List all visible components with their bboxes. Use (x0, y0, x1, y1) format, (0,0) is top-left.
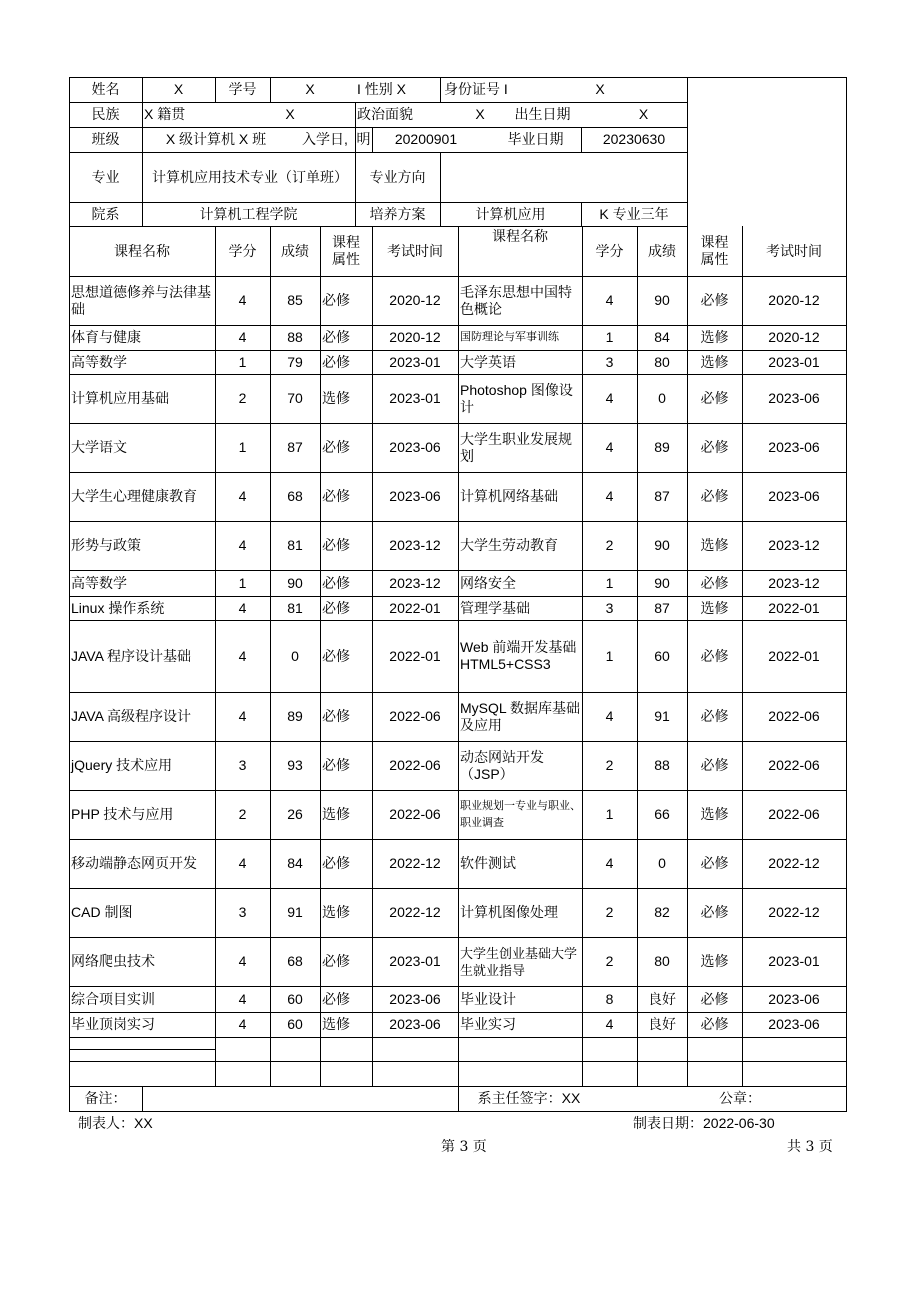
exam-time-header: 考试时间 (387, 242, 443, 259)
course-score: 79 (287, 353, 303, 370)
course-exam-time: 2020-12 (389, 292, 441, 308)
course-exam-time: 2022-06 (768, 806, 820, 822)
course-exam-time: 2022-12 (768, 855, 820, 871)
course-credit: 4 (605, 439, 614, 455)
id-card-label: 身份证号 I (444, 81, 508, 97)
page-number: 第 3 页 (441, 1139, 487, 1155)
course-exam-time: 2022-12 (389, 904, 441, 920)
course-type: 必修 (700, 708, 729, 724)
course-score: 84 (654, 329, 670, 345)
birth-date-value: X (638, 106, 649, 122)
course-type: 必修 (700, 292, 729, 308)
course-credit: 1 (605, 329, 614, 345)
course-score: 66 (654, 806, 670, 822)
course-exam-time: 2023-01 (768, 953, 820, 969)
exam-time-header: 考试时间 (766, 242, 822, 259)
course-type: 选修 (322, 806, 350, 822)
course-type: 选修 (700, 599, 729, 616)
transcript-table (69, 77, 847, 1112)
course-type: 必修 (700, 439, 729, 455)
course-type-header: 课程属性 (700, 234, 729, 267)
course-credit: 1 (605, 574, 614, 591)
course-exam-time: 2023-01 (389, 953, 441, 969)
direction-value (440, 152, 687, 202)
course-exam-time: 2022-01 (389, 599, 441, 616)
course-credit: 4 (238, 329, 247, 345)
course-type: 选修 (322, 904, 350, 920)
course-credit: 1 (605, 806, 614, 822)
signature-label: 系主任签字：XX (477, 1090, 581, 1106)
course-type: 选修 (700, 953, 729, 969)
course-exam-time: 2022-06 (389, 757, 441, 773)
course-exam-time: 2023-12 (389, 537, 441, 553)
course-credit: 4 (605, 708, 614, 724)
info-col-line (440, 77, 441, 102)
course-exam-time: 2023-01 (768, 353, 820, 370)
score-header: 成绩 (648, 242, 676, 259)
course-name: JAVA 程序设计基础 (71, 647, 192, 664)
course-type-header: 课程属性 (332, 234, 360, 267)
course-credit: 4 (238, 292, 247, 308)
course-score: 87 (654, 488, 670, 504)
course-credit: 8 (605, 990, 614, 1007)
course-score: 60 (654, 647, 670, 664)
course-credit: 4 (605, 292, 614, 308)
course-score: 90 (654, 292, 670, 308)
info-right-line (687, 77, 688, 226)
course-name: 国防理论与军事训练 (460, 331, 559, 343)
course-credit: 2 (605, 537, 614, 553)
course-name: 形势与政策 (71, 537, 141, 553)
course-name: 大学英语 (460, 353, 516, 370)
id-card-value: X (595, 81, 605, 97)
course-type: 必修 (322, 708, 350, 724)
course-name: 毕业顶岗实习 (71, 1016, 155, 1032)
course-credit: 2 (238, 390, 247, 406)
course-name: 大学语文 (71, 439, 127, 455)
course-type: 必修 (700, 990, 729, 1007)
enroll-date-label-tail: 明 (356, 131, 371, 147)
course-credit: 4 (605, 1016, 614, 1032)
course-type: 必修 (322, 574, 350, 591)
course-exam-time: 2022-01 (768, 599, 820, 616)
course-type: 必修 (322, 329, 350, 345)
course-exam-time: 2020-12 (768, 292, 820, 308)
course-type: 必修 (322, 953, 350, 969)
course-credit: 1 (238, 574, 247, 591)
course-score: 87 (654, 599, 670, 616)
course-name: Photoshop 图像设计 (460, 381, 573, 415)
credit-header: 学分 (595, 242, 624, 259)
native-place-value: X (285, 106, 295, 122)
course-score: 82 (654, 904, 670, 920)
course-credit: 1 (238, 353, 247, 370)
course-type: 必修 (700, 647, 729, 664)
plan-value-tail: K 专业三年 (599, 205, 669, 222)
political-label: 政治面貌 (357, 106, 413, 122)
course-score: 88 (654, 757, 670, 773)
course-name: 计算机图像处理 (460, 904, 558, 920)
course-type: 必修 (322, 855, 350, 871)
course-exam-time: 2022-01 (389, 647, 441, 664)
student-id-value: X (305, 81, 315, 97)
course-type: 必修 (322, 292, 350, 308)
course-name: Linux 操作系统 (71, 599, 165, 616)
course-name: 体育与健康 (71, 329, 141, 345)
course-credit: 4 (238, 599, 247, 616)
course-credit: 4 (238, 708, 247, 724)
course-name: 大学生创业基础大学生就业指导 (460, 945, 578, 978)
course-score: 90 (654, 537, 670, 553)
course-type: 选修 (700, 806, 729, 822)
course-score: 88 (287, 329, 303, 345)
course-exam-time: 2022-06 (389, 806, 441, 822)
ethnic-label: 民族 (91, 106, 120, 122)
course-score: 60 (287, 1016, 303, 1032)
course-name: 毕业设计 (460, 990, 516, 1007)
course-credit: 1 (238, 439, 247, 455)
course-name: 职业规划一专业与职业、职业调查 (460, 799, 581, 829)
course-credit: 1 (605, 647, 614, 664)
course-name: PHP 技术与应用 (71, 806, 174, 822)
course-exam-time: 2023-12 (768, 537, 820, 553)
course-name: 网络安全 (460, 574, 516, 591)
course-score: 81 (287, 537, 303, 553)
course-name: 计算机网络基础 (460, 488, 558, 504)
course-type: 选修 (700, 329, 729, 345)
remark-label: 备注： (84, 1090, 127, 1106)
table-date: 制表日期：2022-06-30 (633, 1115, 775, 1131)
course-name: MySQL 数据库基础及应用 (460, 699, 581, 733)
info-col-line (142, 152, 143, 202)
plan-label: 培养方案 (369, 205, 426, 222)
course-name: 高等数学 (71, 574, 127, 591)
course-name: 毛泽东思想中国特色概论 (460, 283, 572, 317)
course-name: Web 前端开发基础 HTML5+CSS3 (460, 639, 577, 672)
course-exam-time: 2023-06 (768, 488, 820, 504)
course-score: 良好 (648, 990, 676, 1007)
major-label: 专业 (91, 168, 120, 185)
score-header: 成绩 (281, 242, 309, 259)
course-score: 80 (654, 353, 670, 370)
course-name: 移动端静态网页开发 (71, 855, 197, 871)
course-exam-time: 2023-06 (389, 1016, 441, 1032)
course-exam-time: 2023-06 (768, 990, 820, 1007)
course-score: 89 (654, 439, 670, 455)
course-name-header: 课程名称 (114, 242, 170, 259)
ethnic-value: X 籍贯 (144, 106, 186, 122)
course-exam-time: 2023-06 (389, 990, 441, 1007)
class-value: X 级计算机 X 班 (165, 131, 267, 147)
course-type: 必修 (322, 757, 350, 773)
seal-label: 公章： (719, 1090, 761, 1106)
course-exam-time: 2020-12 (389, 329, 441, 345)
course-credit: 4 (238, 537, 247, 553)
course-exam-time: 2023-06 (389, 488, 441, 504)
political-value: X (475, 106, 485, 122)
course-type: 必修 (700, 1016, 729, 1032)
course-type: 选修 (322, 390, 350, 406)
course-score: 68 (287, 488, 303, 504)
course-score: 87 (287, 439, 303, 455)
course-type: 必修 (322, 990, 350, 1007)
course-name: 毕业实习 (460, 1016, 516, 1032)
course-credit: 4 (238, 990, 247, 1007)
course-score: 0 (658, 855, 666, 871)
course-score: 70 (287, 390, 303, 406)
course-type: 必修 (322, 647, 350, 664)
course-exam-time: 2023-01 (389, 353, 441, 370)
course-name: 计算机应用基础 (71, 390, 169, 406)
course-name: 高等数学 (71, 353, 127, 370)
course-credit: 4 (238, 647, 247, 664)
course-type: 必修 (322, 537, 350, 553)
name-label: 姓名 (91, 81, 120, 97)
course-credit: 3 (605, 353, 614, 370)
enroll-date-label: 入学日, (302, 131, 348, 147)
course-type: 必修 (700, 855, 729, 871)
course-type: 必修 (322, 599, 350, 616)
course-score: 81 (287, 599, 303, 616)
course-type: 必修 (700, 904, 729, 920)
course-credit: 4 (238, 953, 247, 969)
course-credit: 2 (238, 806, 247, 822)
course-credit: 4 (238, 1016, 247, 1032)
course-credit: 4 (605, 488, 614, 504)
course-exam-time: 2023-12 (768, 574, 820, 591)
course-credit: 4 (238, 855, 247, 871)
course-type: 选修 (700, 537, 729, 553)
course-exam-time: 2022-06 (768, 708, 820, 724)
table-maker: 制表人：XX (78, 1115, 153, 1131)
course-exam-time: 2023-06 (389, 439, 441, 455)
course-credit: 3 (238, 757, 247, 773)
course-type: 选修 (322, 1016, 350, 1032)
course-exam-time: 2022-06 (768, 757, 820, 773)
course-credit: 3 (238, 904, 247, 920)
course-credit: 4 (605, 855, 614, 871)
course-name: 管理学基础 (460, 599, 530, 616)
course-score: 68 (287, 953, 303, 969)
course-score: 89 (287, 708, 303, 724)
graduation-date-label: 毕业日期 (507, 131, 564, 147)
course-type: 必修 (700, 757, 729, 773)
course-name: 大学生职业发展规划 (460, 430, 572, 464)
gender-label: I 性别 X (357, 81, 407, 97)
course-name: 软件测试 (460, 855, 516, 871)
course-name-header: 课程名称 (492, 228, 548, 244)
course-score: 80 (654, 953, 670, 969)
course-exam-time: 2023-12 (389, 574, 441, 591)
course-name: 大学生劳动教育 (460, 537, 558, 553)
course-name: 思想道德修养与法律基础 (71, 283, 211, 317)
course-score: 91 (287, 904, 303, 920)
course-exam-time: 2020-12 (768, 329, 820, 345)
course-exam-time: 2023-06 (768, 1016, 820, 1032)
course-name: 大学生心理健康教育 (71, 488, 197, 504)
course-credit: 4 (238, 488, 247, 504)
name-value: X (173, 81, 184, 97)
course-exam-time: 2022-12 (768, 904, 820, 920)
course-type: 必修 (700, 574, 729, 591)
empty-row-subline (69, 1049, 215, 1050)
course-credit: 2 (605, 953, 614, 969)
course-credit: 2 (605, 904, 614, 920)
plan-value: 计算机应用 (475, 205, 546, 222)
course-score: 0 (658, 390, 666, 406)
course-credit: 2 (605, 757, 614, 773)
credit-header: 学分 (228, 242, 257, 259)
page-total: 共 3 页 (787, 1139, 833, 1155)
course-score: 26 (287, 806, 303, 822)
graduation-date-value: 20230630 (602, 131, 666, 147)
remark-col-line (142, 1086, 143, 1111)
direction-label: 专业方向 (369, 168, 426, 185)
birth-date-label: 出生日期 (514, 106, 571, 122)
course-exam-time: 2022-12 (389, 855, 441, 871)
table-border-right (846, 77, 847, 1112)
course-exam-time: 2023-06 (768, 439, 820, 455)
course-score: 60 (287, 990, 303, 1007)
course-score: 91 (654, 708, 670, 724)
course-score: 85 (287, 292, 303, 308)
course-type: 必修 (322, 439, 350, 455)
course-type: 必修 (322, 488, 350, 504)
course-score: 0 (291, 647, 299, 664)
class-label: 班级 (91, 131, 120, 147)
course-exam-time: 2023-01 (389, 390, 441, 406)
course-exam-time: 2022-01 (768, 647, 820, 664)
department-value: 计算机工程学院 (199, 205, 298, 222)
course-score: 84 (287, 855, 303, 871)
course-credit: 4 (605, 390, 614, 406)
course-credit: 3 (605, 599, 614, 616)
course-type: 必修 (700, 488, 729, 504)
course-score: 90 (654, 574, 670, 591)
course-name: JAVA 高级程序设计 (71, 708, 192, 724)
course-score: 良好 (648, 1016, 676, 1032)
course-name: jQuery 技术应用 (71, 757, 173, 773)
course-type: 选修 (700, 353, 729, 370)
course-name: 综合项目实训 (71, 990, 155, 1007)
course-name: 网络爬虫技术 (71, 953, 155, 969)
table-border-bottom (69, 1111, 847, 1112)
department-label: 院系 (91, 205, 120, 222)
course-name: CAD 制图 (71, 904, 133, 920)
course-type: 必修 (700, 390, 729, 406)
course-score: 90 (287, 574, 303, 591)
course-exam-time: 2023-06 (768, 390, 820, 406)
major-value: 计算机应用技术专业（订单班） (152, 168, 348, 185)
course-type: 必修 (322, 353, 350, 370)
course-name: 动态网站开发（JSP） (460, 748, 544, 782)
course-score: 93 (287, 757, 303, 773)
enroll-date-value: 20200901 (394, 131, 458, 147)
student-id-label: 学号 (228, 81, 257, 97)
course-exam-time: 2022-06 (389, 708, 441, 724)
